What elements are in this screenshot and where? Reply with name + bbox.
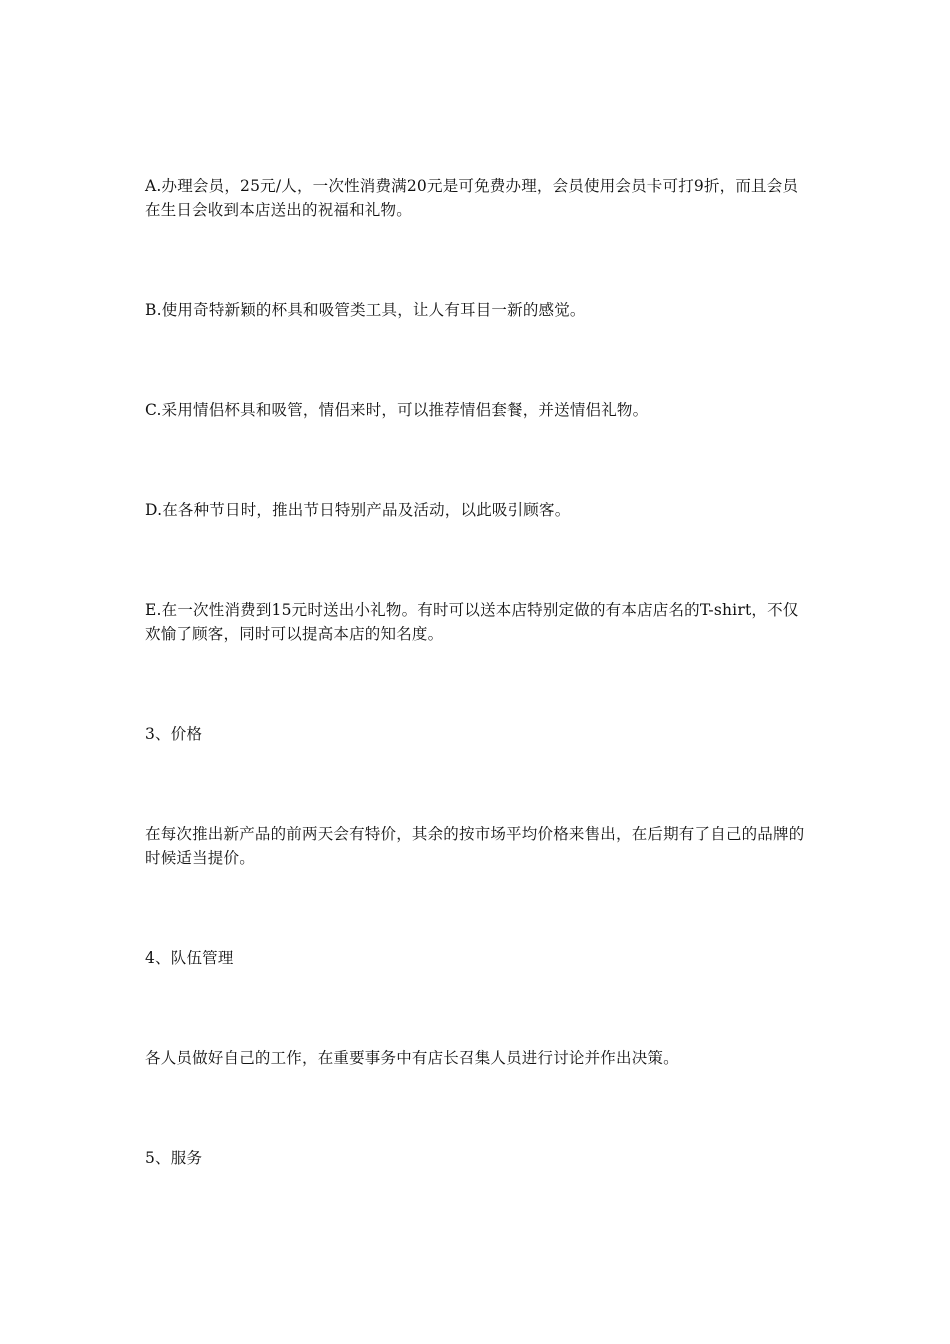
paragraph-price: 在每次推出新产品的前两天会有特价，其余的按市场平均价格来售出，在后期有了自己的品牌的时候适当提价。	[145, 825, 805, 867]
paragraph-e-gifts: E.在一次性消费到15元时送出小礼物。有时可以送本店特别定做的有本店店名的T-shirt，不仅欢愉了顾客，同时可以提高本店的知名度。	[145, 601, 799, 643]
paragraph-d-holiday-events: D.在各种节日时，推出节日特别产品及活动，以此吸引顾客。	[145, 501, 571, 519]
section-heading-team: 4、队伍管理	[145, 949, 234, 967]
paragraph-c-couple-set: C.采用情侣杯具和吸管，情侣来时，可以推荐情侣套餐，并送情侣礼物。	[145, 401, 649, 419]
section-heading-service: 5、服务	[145, 1149, 203, 1167]
paragraph-a-membership: A.办理会员，25元/人，一次性消费满20元是可免费办理，会员使用会员卡可打9折，而且会员在生日会收到本店送出的祝福和礼物。	[145, 177, 799, 219]
section-heading-price: 3、价格	[145, 725, 203, 743]
paragraph-team: 各人员做好自己的工作，在重要事务中有店长召集人员进行讨论并作出决策。	[145, 1049, 679, 1067]
paragraph-b-novel-cups: B.使用奇特新颖的杯具和吸管类工具，让人有耳目一新的感觉。	[145, 301, 586, 319]
